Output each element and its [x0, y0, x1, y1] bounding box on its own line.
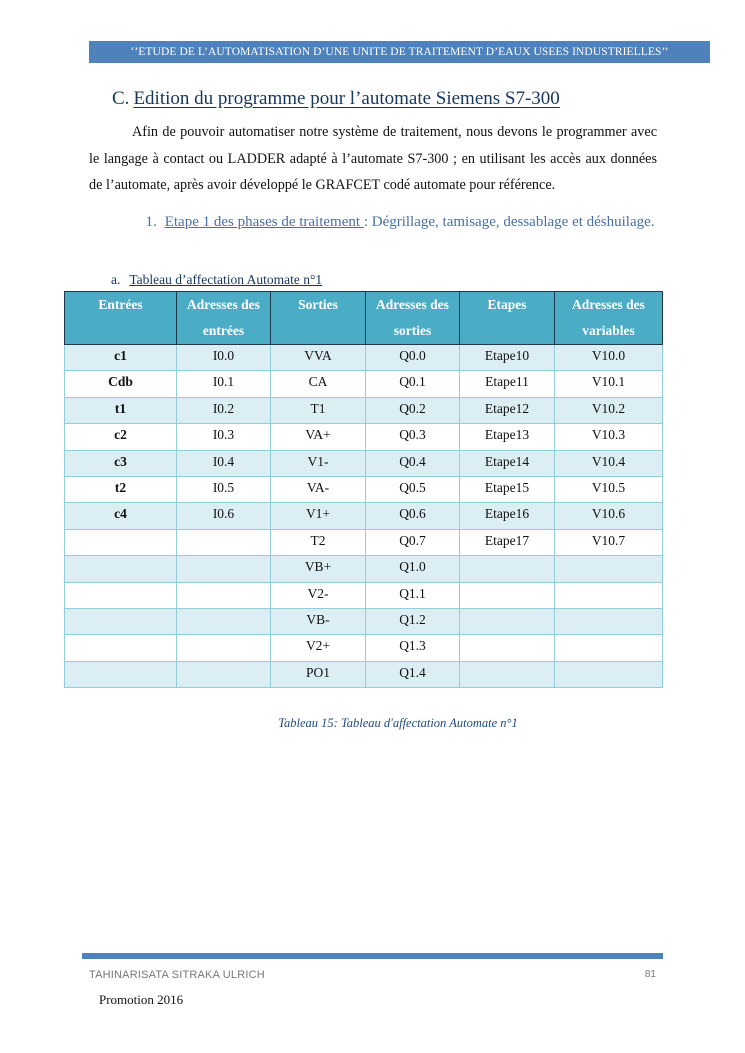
cell-variable-address: V10.3 [555, 424, 663, 450]
table-row [65, 450, 663, 476]
cell-output: VB- [271, 608, 366, 634]
cell-step: Etape11 [460, 371, 555, 397]
cell-output-address: Q0.4 [366, 450, 460, 476]
table-title-text: Tableau d’affectation Automate n°1 [129, 272, 323, 287]
cell-output: PO1 [271, 661, 366, 687]
cell-output: V1+ [271, 503, 366, 529]
cell-input-address [177, 608, 271, 634]
cell-output-address: Q0.6 [366, 503, 460, 529]
phase-link-text: Etape 1 des phases de traitement [164, 214, 364, 230]
section-letter: C. [112, 88, 130, 109]
intro-paragraph [89, 119, 657, 199]
table-row [65, 476, 663, 502]
cell-input: c4 [65, 503, 177, 529]
cell-variable-address: V10.0 [555, 345, 663, 371]
cell-output: V2+ [271, 635, 366, 661]
cell-input-address: I0.1 [177, 371, 271, 397]
cell-step: Etape14 [460, 450, 555, 476]
cell-step: Etape12 [460, 397, 555, 423]
cell-step [460, 556, 555, 582]
cell-input-address [177, 556, 271, 582]
table-row [65, 582, 663, 608]
header-output-addresses: Adresses des sorties [366, 292, 460, 345]
cell-input-address [177, 582, 271, 608]
table-row [65, 529, 663, 555]
cell-step: Etape15 [460, 476, 555, 502]
intro-text: Afin de pouvoir automatiser notre système de traitement, nous devons le programmer avec le langage à contact ou LADDER adapté à l’automate S7-300 ; en utilisant les accès aux données de l’automate, après avoir développé le GRAFCET codé automate pour référence. [89, 124, 657, 193]
cell-variable-address: V10.4 [555, 450, 663, 476]
cell-output: T2 [271, 529, 366, 555]
section-title [112, 88, 560, 110]
table-row [65, 345, 663, 371]
cell-output: VA- [271, 476, 366, 502]
header-input-addresses: Adresses des entrées [177, 292, 271, 345]
cell-output: CA [271, 371, 366, 397]
cell-step [460, 608, 555, 634]
cell-output: VVA [271, 345, 366, 371]
cell-output-address: Q0.0 [366, 345, 460, 371]
cell-input-address [177, 529, 271, 555]
cell-variable-address [555, 661, 663, 687]
cell-input: t2 [65, 476, 177, 502]
phase-rest-text: : Dégrillage, tamisage, dessablage et déshuilage. [363, 214, 655, 230]
table-row [65, 556, 663, 582]
cell-variable-address: V10.7 [555, 529, 663, 555]
cell-output-address: Q1.3 [366, 635, 460, 661]
footer-promotion: Promotion 2016 [99, 992, 184, 1007]
footer-author: TAHINARISATA SITRAKA ULRICH [89, 969, 265, 981]
phase-heading [90, 209, 710, 236]
cell-input [65, 556, 177, 582]
cell-output-address: Q0.1 [366, 371, 460, 397]
table-title [111, 272, 322, 288]
cell-output-address: Q1.2 [366, 608, 460, 634]
header-inputs: Entrées [65, 292, 177, 345]
cell-variable-address: V10.5 [555, 476, 663, 502]
cell-variable-address [555, 635, 663, 661]
cell-input: c1 [65, 345, 177, 371]
header-variable-addresses: Adresses des variables [555, 292, 663, 345]
cell-input-address: I0.4 [177, 450, 271, 476]
cell-output: VB+ [271, 556, 366, 582]
cell-input-address: I0.0 [177, 345, 271, 371]
cell-output-address: Q1.0 [366, 556, 460, 582]
cell-variable-address: V10.1 [555, 371, 663, 397]
cell-step: Etape16 [460, 503, 555, 529]
table-row [65, 661, 663, 687]
running-header-text: ‘’ETUDE DE L’AUTOMATISATION D’UNE UNITE DE TRAITEMENT D’EAUX USEES INDUSTRIELLES’’ [130, 46, 669, 58]
cell-output: V2- [271, 582, 366, 608]
running-header [89, 41, 710, 63]
cell-step: Etape13 [460, 424, 555, 450]
cell-input-address: I0.2 [177, 397, 271, 423]
page-number: 81 [644, 969, 656, 980]
cell-input-address: I0.3 [177, 424, 271, 450]
cell-output-address: Q0.2 [366, 397, 460, 423]
cell-variable-address [555, 608, 663, 634]
cell-input-address [177, 661, 271, 687]
header-outputs: Sorties [271, 292, 366, 345]
cell-input [65, 661, 177, 687]
footer-rule [82, 953, 663, 959]
table-body [65, 345, 663, 688]
phase-number: 1. [145, 214, 157, 230]
cell-output-address: Q0.7 [366, 529, 460, 555]
cell-output-address: Q1.4 [366, 661, 460, 687]
cell-output-address: Q0.5 [366, 476, 460, 502]
section-title-text: Edition du programme pour l’automate Siemens S7-300 [133, 88, 560, 109]
table-row [65, 397, 663, 423]
cell-variable-address: V10.2 [555, 397, 663, 423]
table-row [65, 503, 663, 529]
header-steps: Etapes [460, 292, 555, 345]
cell-input [65, 582, 177, 608]
cell-input-address: I0.6 [177, 503, 271, 529]
cell-input: c2 [65, 424, 177, 450]
cell-variable-address [555, 582, 663, 608]
cell-output: VA+ [271, 424, 366, 450]
table-row [65, 424, 663, 450]
table-row [65, 635, 663, 661]
cell-input: Cdb [65, 371, 177, 397]
table-caption: Tableau 15: Tableau d'affectation Automate n°1 [278, 716, 518, 730]
assignment-table [64, 291, 663, 688]
cell-variable-address: V10.6 [555, 503, 663, 529]
cell-input [65, 529, 177, 555]
cell-input: c3 [65, 450, 177, 476]
table-title-letter: a. [111, 272, 121, 287]
cell-output: V1- [271, 450, 366, 476]
table-row [65, 608, 663, 634]
cell-step [460, 582, 555, 608]
cell-output: T1 [271, 397, 366, 423]
cell-input: t1 [65, 397, 177, 423]
cell-step: Etape17 [460, 529, 555, 555]
cell-output-address: Q1.1 [366, 582, 460, 608]
cell-step: Etape10 [460, 345, 555, 371]
cell-step [460, 635, 555, 661]
table-row [65, 371, 663, 397]
cell-input [65, 608, 177, 634]
cell-input [65, 635, 177, 661]
cell-input-address [177, 635, 271, 661]
cell-input-address: I0.5 [177, 476, 271, 502]
cell-output-address: Q0.3 [366, 424, 460, 450]
cell-step [460, 661, 555, 687]
cell-variable-address [555, 556, 663, 582]
table-header-row [65, 292, 663, 345]
